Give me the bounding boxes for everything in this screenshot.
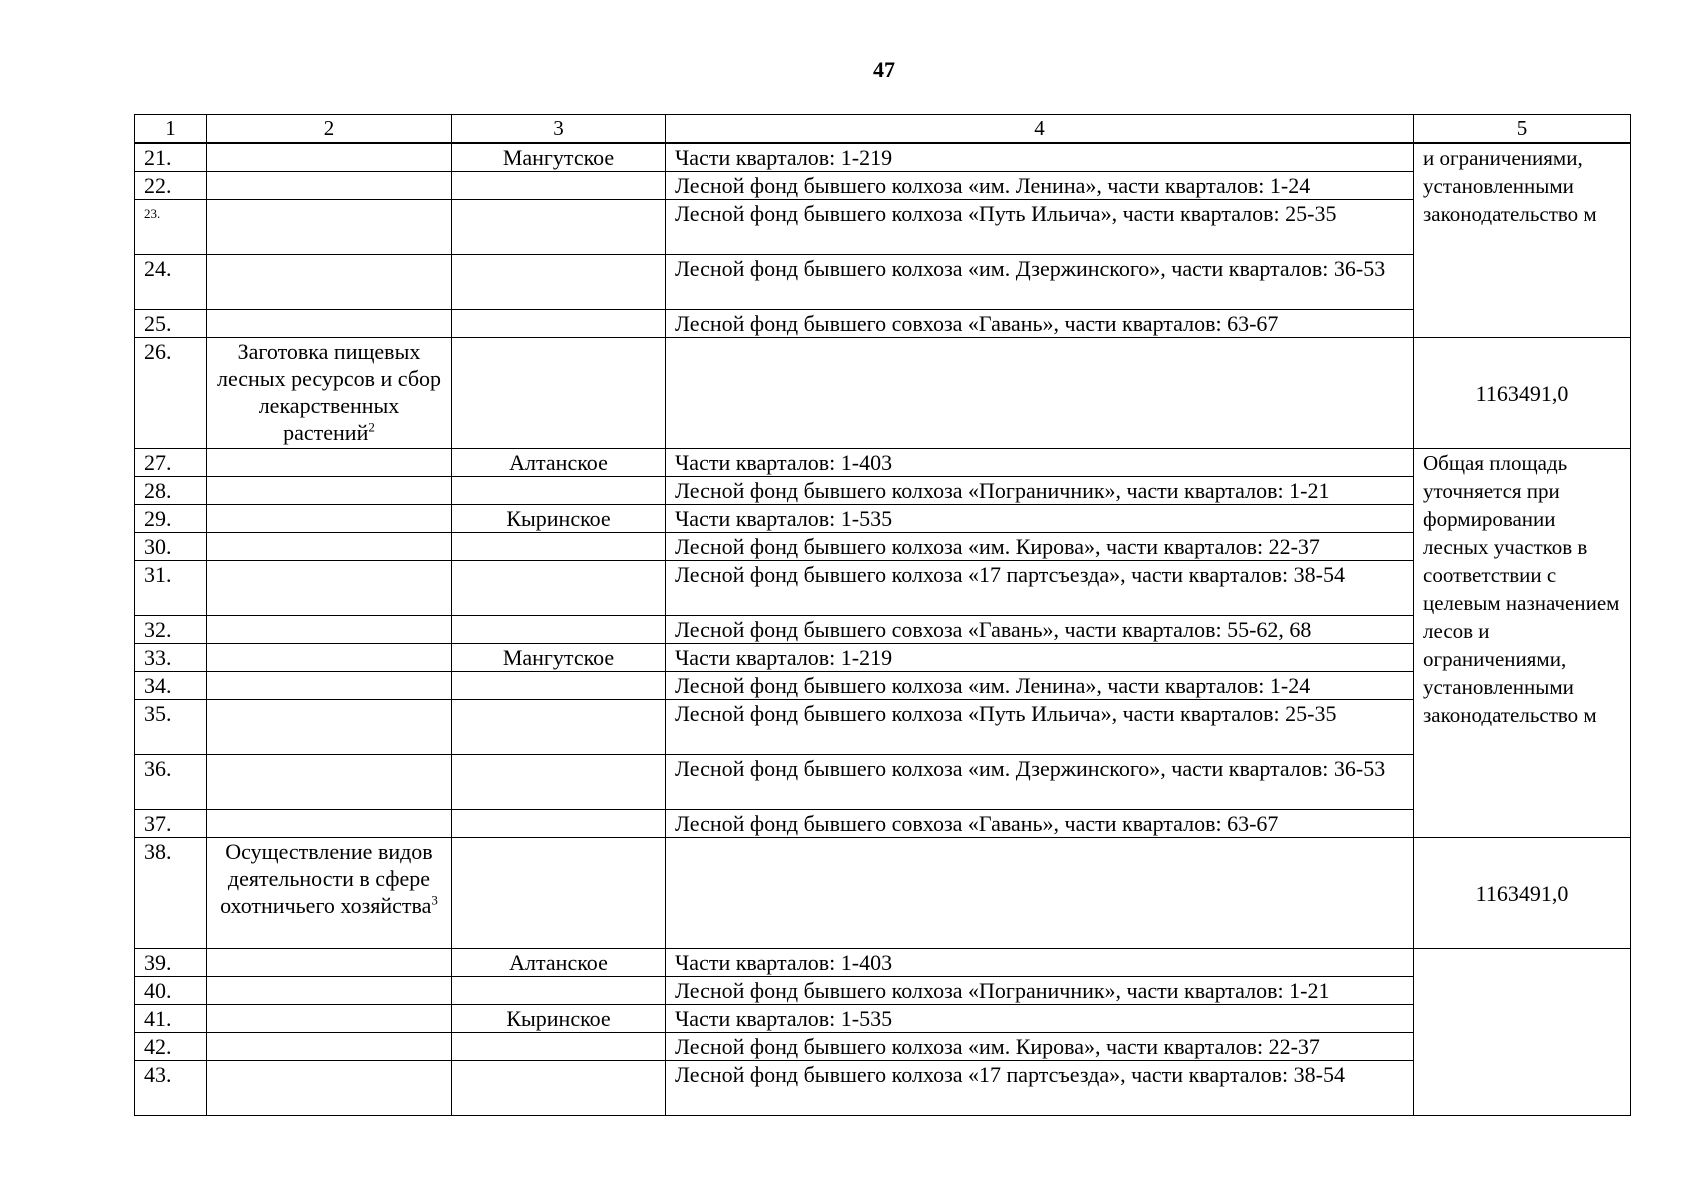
- description-cell: Части кварталов: 1-219: [666, 644, 1414, 672]
- district-cell: [452, 810, 666, 838]
- table-row: [135, 310, 1631, 338]
- description-cell: Лесной фонд бывшего совхоза «Гавань», части кварталов: 63-67: [666, 810, 1414, 838]
- table-row: [135, 700, 1631, 755]
- row-number: 41.: [135, 1005, 207, 1033]
- table-row: [135, 810, 1631, 838]
- use-kind-cell: [207, 644, 452, 672]
- district-cell: Алтанское: [452, 449, 666, 477]
- district-cell: [452, 338, 666, 449]
- description-cell: Лесной фонд бывшего колхоза «им. Дзержинского», части кварталов: 36-53: [666, 755, 1414, 810]
- description-cell: Лесной фонд бывшего колхоза «им. Ленина», части кварталов: 1-24: [666, 672, 1414, 700]
- district-cell: [452, 1033, 666, 1061]
- row-number: 39.: [135, 949, 207, 977]
- description-cell: Части кварталов: 1-535: [666, 1005, 1414, 1033]
- description-cell: Лесной фонд бывшего колхоза «Пограничник», части кварталов: 1-21: [666, 477, 1414, 505]
- table-row: [135, 1005, 1631, 1033]
- row-number: 27.: [135, 449, 207, 477]
- row-number: 36.: [135, 755, 207, 810]
- table-row: [135, 449, 1631, 477]
- column-header: 4: [666, 115, 1414, 144]
- use-kind-cell: [207, 255, 452, 310]
- row-number: 35.: [135, 700, 207, 755]
- row-number: 23.: [135, 200, 207, 255]
- use-kind-cell: [207, 310, 452, 338]
- row-number: 26.: [135, 338, 207, 449]
- table-row: [135, 977, 1631, 1005]
- use-kind-cell: [207, 810, 452, 838]
- description-cell: Лесной фонд бывшего колхоза «Путь Ильича», части кварталов: 25-35: [666, 200, 1414, 255]
- description-cell: Части кварталов: 1-535: [666, 505, 1414, 533]
- use-kind-cell: [207, 838, 452, 949]
- use-kind-text: Заготовка пищевых лесных ресурсов и сбор лекарственных растений: [216, 339, 442, 445]
- description-cell: Части кварталов: 1-219: [666, 143, 1414, 172]
- use-kind-cell: [207, 338, 452, 449]
- table-row: [135, 644, 1631, 672]
- use-kind-cell: [207, 1033, 452, 1061]
- area-cell: 1163491,0: [1414, 838, 1631, 949]
- use-kind-cell: [207, 533, 452, 561]
- district-cell: [452, 1061, 666, 1116]
- table-row: [135, 477, 1631, 505]
- district-cell: Кыринское: [452, 505, 666, 533]
- row-number: 29.: [135, 505, 207, 533]
- row-number: 33.: [135, 644, 207, 672]
- district-cell: [452, 672, 666, 700]
- description-cell: [666, 338, 1414, 449]
- use-kind-text: Осуществление видов деятельности в сфере охотничьего хозяйства: [220, 839, 433, 918]
- description-cell: Части кварталов: 1-403: [666, 449, 1414, 477]
- district-cell: [452, 255, 666, 310]
- description-cell: Лесной фонд бывшего совхоза «Гавань», части кварталов: 55-62, 68: [666, 616, 1414, 644]
- table-row: [135, 755, 1631, 810]
- use-kind-cell: [207, 477, 452, 505]
- column-header: 5: [1414, 115, 1631, 144]
- row-number: 30.: [135, 533, 207, 561]
- district-cell: Алтанское: [452, 949, 666, 977]
- table-row: [135, 200, 1631, 255]
- description-cell: Лесной фонд бывшего колхоза «им. Кирова», части кварталов: 22-37: [666, 1033, 1414, 1061]
- row-number: 43.: [135, 1061, 207, 1116]
- row-number: 22.: [135, 172, 207, 200]
- table-row: [135, 338, 1631, 449]
- row-number: 37.: [135, 810, 207, 838]
- district-cell: [452, 977, 666, 1005]
- use-kind-cell: [207, 172, 452, 200]
- table-row: [135, 838, 1631, 949]
- description-cell: Лесной фонд бывшего колхоза «17 партсъезда», части кварталов: 38-54: [666, 561, 1414, 616]
- district-cell: [452, 616, 666, 644]
- table-row: [135, 172, 1631, 200]
- description-cell: Лесной фонд бывшего колхоза «17 партсъезда», части кварталов: 38-54: [666, 1061, 1414, 1116]
- use-kind-cell: [207, 143, 452, 172]
- row-number: 25.: [135, 310, 207, 338]
- row-number: 40.: [135, 977, 207, 1005]
- district-cell: [452, 477, 666, 505]
- row-number: 31.: [135, 561, 207, 616]
- description-cell: Лесной фонд бывшего совхоза «Гавань», части кварталов: 63-67: [666, 310, 1414, 338]
- row-number: 38.: [135, 838, 207, 949]
- use-kind-cell: [207, 449, 452, 477]
- table-row: [135, 143, 1631, 172]
- use-kind-cell: [207, 561, 452, 616]
- description-cell: [666, 838, 1414, 949]
- table-row: [135, 949, 1631, 977]
- row-number: 21.: [135, 143, 207, 172]
- district-cell: Мангутское: [452, 143, 666, 172]
- use-kind-cell: [207, 505, 452, 533]
- use-kind-cell: [207, 949, 452, 977]
- note-cell: [1414, 949, 1631, 1116]
- description-cell: Лесной фонд бывшего колхоза «им. Ленина», части кварталов: 1-24: [666, 172, 1414, 200]
- table-row: [135, 533, 1631, 561]
- use-kind-cell: [207, 200, 452, 255]
- use-kind-cell: [207, 977, 452, 1005]
- row-number: 32.: [135, 616, 207, 644]
- use-kind-cell: [207, 755, 452, 810]
- footnote-mark: 3: [431, 892, 438, 908]
- district-cell: [452, 172, 666, 200]
- note-cell: и ограничениями, установленными законодательство м: [1414, 143, 1631, 338]
- description-cell: Лесной фонд бывшего колхоза «Путь Ильича», части кварталов: 25-35: [666, 700, 1414, 755]
- table-row: [135, 1033, 1631, 1061]
- page-number: 47: [873, 57, 895, 82]
- table-row: [135, 1061, 1631, 1116]
- district-cell: Мангутское: [452, 644, 666, 672]
- description-cell: Лесной фонд бывшего колхоза «Пограничник», части кварталов: 1-21: [666, 977, 1414, 1005]
- district-cell: [452, 700, 666, 755]
- district-cell: [452, 838, 666, 949]
- footnote-mark: 2: [368, 419, 375, 435]
- table-row: [135, 672, 1631, 700]
- description-cell: Лесной фонд бывшего колхоза «им. Дзержинского», части кварталов: 36-53: [666, 255, 1414, 310]
- row-number: 28.: [135, 477, 207, 505]
- district-cell: [452, 755, 666, 810]
- table-row: [135, 505, 1631, 533]
- forest-use-table: [134, 114, 1631, 1116]
- area-cell: 1163491,0: [1414, 338, 1631, 449]
- row-number: 42.: [135, 1033, 207, 1061]
- table-row: [135, 561, 1631, 616]
- district-cell: [452, 200, 666, 255]
- description-cell: Лесной фонд бывшего колхоза «им. Кирова», части кварталов: 22-37: [666, 533, 1414, 561]
- column-header: 3: [452, 115, 666, 144]
- district-cell: [452, 561, 666, 616]
- table-header-row: [135, 115, 1631, 144]
- note-cell: Общая площадь уточняется при формировании лесных участков в соответствии с целевым назначением лесов и ограничениями, установленными законодательство м: [1414, 449, 1631, 838]
- use-kind-cell: [207, 672, 452, 700]
- table-row: [135, 255, 1631, 310]
- district-cell: [452, 310, 666, 338]
- use-kind-cell: [207, 1005, 452, 1033]
- use-kind-cell: [207, 1061, 452, 1116]
- table-row: [135, 616, 1631, 644]
- use-kind-cell: [207, 616, 452, 644]
- district-cell: [452, 533, 666, 561]
- row-number: 24.: [135, 255, 207, 310]
- column-header: 2: [207, 115, 452, 144]
- column-header: 1: [135, 115, 207, 144]
- row-number: 34.: [135, 672, 207, 700]
- district-cell: Кыринское: [452, 1005, 666, 1033]
- description-cell: Части кварталов: 1-403: [666, 949, 1414, 977]
- use-kind-cell: [207, 700, 452, 755]
